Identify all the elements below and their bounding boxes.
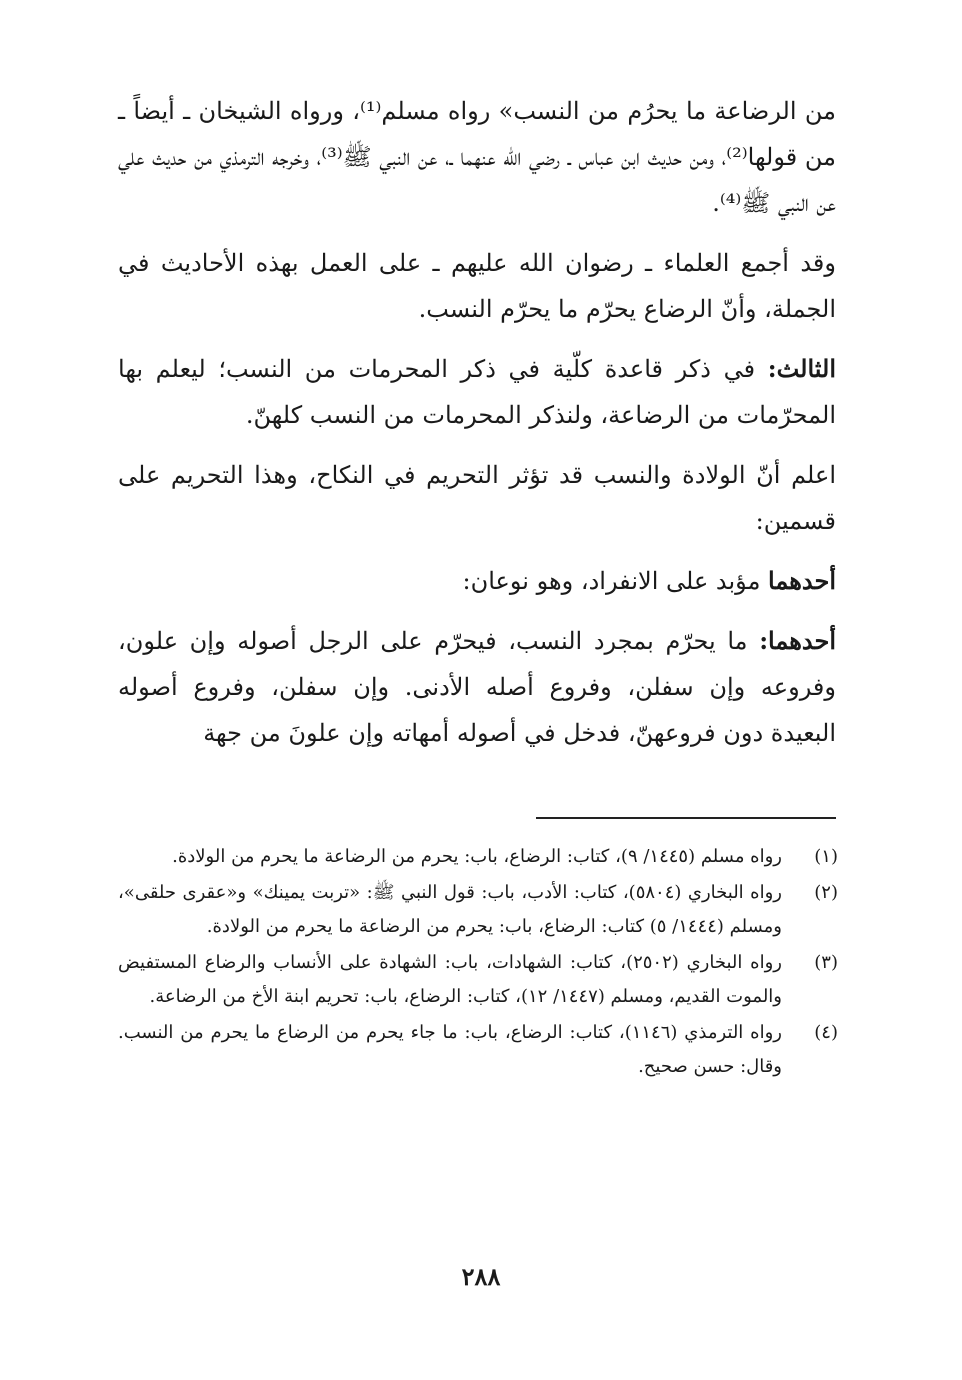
section-heading-third: الثالث: xyxy=(767,354,836,383)
footnote-number: (٣) xyxy=(814,952,838,973)
footnote-text: رواه الترمذي (١١٤٦)، كتاب: الرضاع، باب: ما جاء يحرم من الرضاع ما يحرم من النسب. وقال: حسن صحيح. xyxy=(118,1022,782,1077)
paragraph-hadith-sources: من الرضاعة ما يحرُم من النسب» رواه مسلم⁽¹⁾، ورواه الشيخان ـ أيضاً ـ من قولها⁽²⁾، ومن حديث ابن عباس ـ رضي الله عنهما ـ، عن النبي ﷺ⁽³⁾، وخرجه الترمذي من حديث علي عن النبي ﷺ⁽⁴⁾. xyxy=(118,97,837,217)
paragraph-first-category xyxy=(118,558,836,604)
paragraph-third-section xyxy=(118,346,836,438)
footnote-text: رواه مسلم (١٤٤٥/ ٩)، كتاب: الرضاع، باب: يحرم من الرضاعة ما يحرم من الولادة. xyxy=(172,846,782,867)
footnote-3 xyxy=(118,946,838,1014)
paragraph-first-type-text: ما يحرّم بمجرد النسب، فيحرّم على الرجل أصوله وإن علون، وفروعه وإن سفلن، وفروع أصله الأدنى. وإن سفلن، وفروع أصوله البعيدة دون فروعهنّ، فدخل في أصوله أمهاته وإن علونَ من جهة xyxy=(118,627,836,747)
footnotes xyxy=(118,840,838,1086)
paragraph-first-type xyxy=(118,618,836,756)
footnote-1 xyxy=(118,840,838,874)
footnote-separator xyxy=(536,817,836,819)
paragraph-third-text: في ذكر قاعدة كلّية في ذكر المحرمات من النسب؛ ليعلم بها المحرّمات من الرضاعة، ولنذكر المحرمات من النسب كلهنّ. xyxy=(118,355,836,429)
footnote-2 xyxy=(118,876,838,944)
paragraph-consensus: وقد أجمع العلماء ـ رضوان الله عليهم ـ على العمل بهذه الأحاديث في الجملة، وأنّ الرضاع يحرّم ما يحرّم النسب. xyxy=(118,249,836,323)
term-first-type: أحدهما: xyxy=(759,626,836,655)
paragraph-first-category-text: مؤبد على الانفراد، وهو نوعان: xyxy=(462,567,769,595)
main-text xyxy=(118,88,836,770)
page-number: ٢٨٨ xyxy=(461,1262,501,1291)
term-first-category: أحدهما xyxy=(768,566,836,595)
footnote-text: رواه البخاري (٢٥٠٢)، كتاب: الشهادات، باب: الشهادة على الأنساب والرضاع المستفيض والموت القديم، ومسلم (١٤٤٧/ ١٢)، كتاب: الرضاع، باب: تحريم ابنة الأخ من الرضاعة. xyxy=(118,952,782,1007)
footnote-text: رواه البخاري (٥٨٠٤)، كتاب: الأدب، باب: قول النبي ﷺ: «تربت يمينك» و«عقرى حلقى»، ومسلم (١٤٤٤/ ٥) كتاب: الرضاع، باب: يحرم من الرضاعة ما يحرم من الولادة. xyxy=(118,882,782,937)
paragraph-two-categories: اعلم أنّ الولادة والنسب قد تؤثر التحريم في النكاح، وهذا التحريم على قسمين: xyxy=(118,461,836,535)
footnote-number: (٢) xyxy=(814,882,838,903)
footnote-number: (١) xyxy=(814,846,838,867)
footnote-number: (٤) xyxy=(814,1022,838,1043)
footnote-4 xyxy=(118,1016,838,1084)
